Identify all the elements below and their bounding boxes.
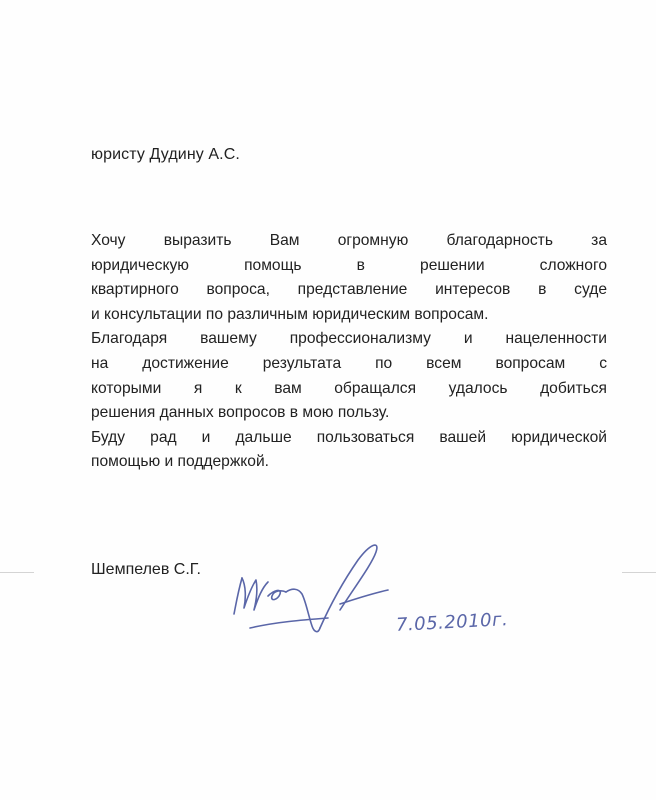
body-line: решения данных вопросов в мою пользу. xyxy=(91,404,390,422)
sender-name: Шемпелев С.Г. xyxy=(91,561,201,578)
scan-edge-mark-right xyxy=(622,572,656,573)
body-line: квартирного вопроса, представление интересов в суде xyxy=(91,281,607,299)
body-line: юридическую помощь в решении сложного xyxy=(91,256,607,274)
body-line: помощью и поддержкой. xyxy=(91,453,269,471)
letter-body xyxy=(91,229,607,475)
body-line: и консультации по различным юридическим вопросам. xyxy=(91,305,489,323)
scan-edge-mark-left xyxy=(0,572,34,573)
body-line: Хочу выразить Вам огромную благодарность за xyxy=(91,232,607,249)
recipient-line: юристу Дудину А.С. xyxy=(91,146,240,163)
body-line: которыми я к вам обращался удалось добиться xyxy=(91,379,607,397)
handwritten-signature xyxy=(228,530,398,650)
handwritten-date: 7.05.2010г. xyxy=(395,609,509,636)
body-line: Буду рад и дальше пользоваться вашей юридической xyxy=(91,428,607,446)
body-line: Благодаря вашему профессионализму и нацеленности xyxy=(91,330,607,348)
body-line: на достижение результата по всем вопросам с xyxy=(91,354,607,372)
